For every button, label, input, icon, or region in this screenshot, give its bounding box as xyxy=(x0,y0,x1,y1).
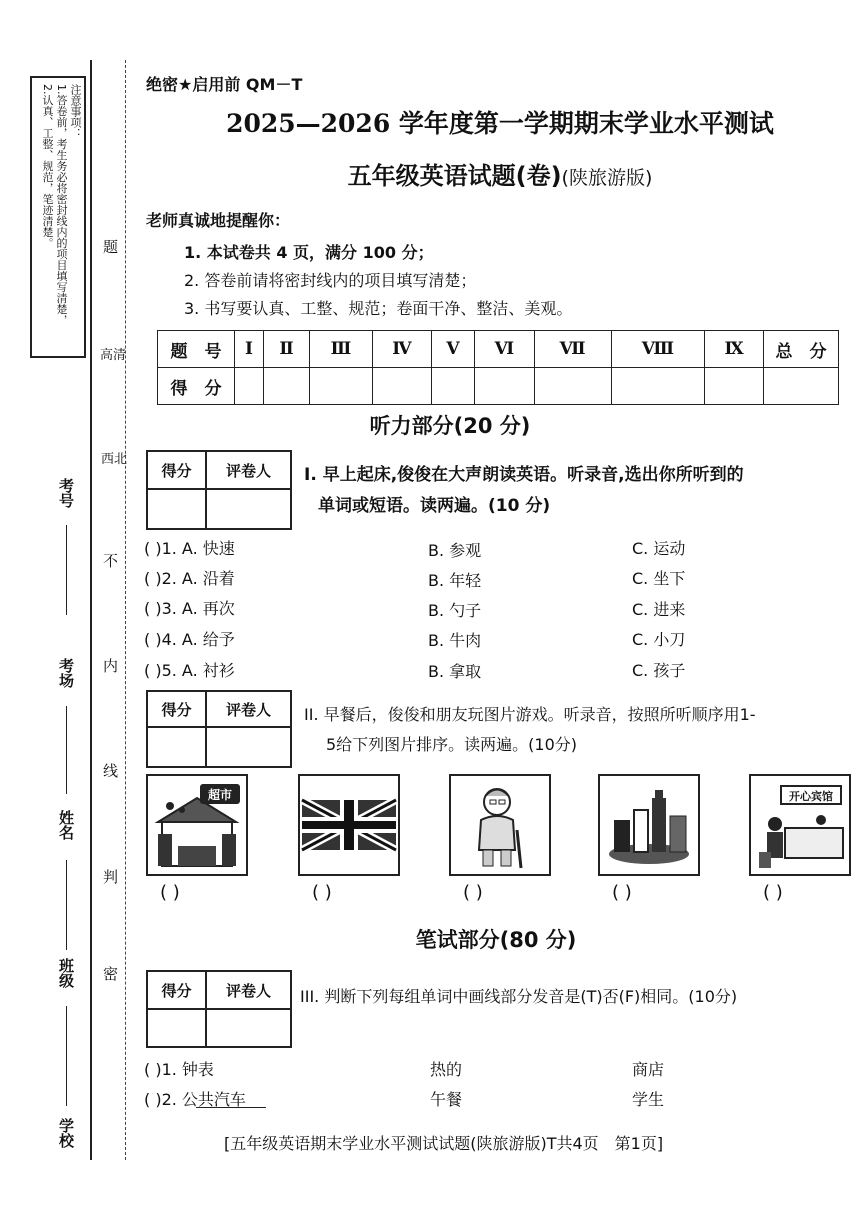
grader-label: 评卷人 xyxy=(206,691,291,727)
page-title: 2025—2026 学年度第一学期期末学业水平测试 xyxy=(226,109,774,138)
score-table-col: Ⅷ xyxy=(611,331,705,368)
question-2-line1: II. 早餐后，俊俊和朋友玩图片游戏。听录音，按照所听顺序用1- xyxy=(304,705,756,724)
q3-item-1-c: 商店 xyxy=(632,1060,665,1079)
grader-label: 评卷人 xyxy=(206,451,291,489)
answer-paren[interactable]: ( ) xyxy=(312,882,332,903)
q1-item-3-c: C. 进来 xyxy=(632,600,686,619)
score-table-col: Ⅸ xyxy=(705,331,764,368)
q1-item-5-c: C. 孩子 xyxy=(632,661,686,680)
score-table-col: Ⅳ xyxy=(372,331,431,368)
q1-item-1-a: ( )1. A. 快速 xyxy=(144,539,235,558)
score-table-score-row xyxy=(158,368,839,405)
field-line xyxy=(90,60,92,1160)
field-exam-room: 考场 xyxy=(57,658,75,688)
notice-box xyxy=(30,76,86,358)
grader-box xyxy=(146,450,292,530)
score-table-col: Ⅴ xyxy=(431,331,474,368)
page-subtitle xyxy=(240,156,760,191)
score-cell[interactable] xyxy=(474,368,534,405)
picture-uk-flag xyxy=(298,774,400,876)
q1-item-1-c: C. 运动 xyxy=(632,539,686,558)
picture-supermarket xyxy=(146,774,248,876)
score-table-col: Ⅵ xyxy=(474,331,534,368)
grader-cell[interactable] xyxy=(206,1009,291,1047)
score-cell[interactable] xyxy=(534,368,611,405)
seal-char: 内 xyxy=(103,657,119,675)
notice-line: 注意事项： xyxy=(69,84,82,139)
q1-item-5-b: B. 拿取 xyxy=(428,662,482,681)
reminder-item: 1. 本试卷共 4 页，满分 100 分； xyxy=(184,243,434,262)
score-table-head: 题 号 xyxy=(158,331,235,368)
question-1-line2: 单词或短语。读两遍。(10 分) xyxy=(318,496,551,516)
q1-item-3-b: B. 勺子 xyxy=(428,601,482,620)
grader-score-cell[interactable] xyxy=(147,727,206,767)
field-blank[interactable] xyxy=(66,706,67,794)
seal-char: 西北 xyxy=(101,452,128,467)
q3-item-2-c: 学生 xyxy=(632,1090,665,1109)
reminder-heading: 老师真诚地提醒你： xyxy=(146,211,291,230)
grader-label: 评卷人 xyxy=(206,971,291,1009)
grader-box xyxy=(146,970,292,1048)
reminder-item: 2. 答卷前请将密封线内的项目填写清楚； xyxy=(184,271,477,290)
score-cell[interactable] xyxy=(764,368,839,405)
score-cell[interactable] xyxy=(372,368,431,405)
question-2-line2: 5给下列图片排序。读两遍。(10分) xyxy=(326,735,578,754)
reminder-item: 3. 书写要认真、工整、规范；卷面干净、整洁、美观。 xyxy=(184,299,573,318)
q1-item-3-a: ( )3. A. 再次 xyxy=(144,599,235,618)
score-table-total: 总 分 xyxy=(764,331,839,368)
q3-item-1-a: ( )1. 钟表 xyxy=(144,1060,214,1079)
q1-item-2-b: B. 年轻 xyxy=(428,571,482,590)
seal-char: 高清 xyxy=(100,348,127,363)
grader-score-cell[interactable] xyxy=(147,489,206,529)
grader-score-label: 得分 xyxy=(147,971,206,1009)
q1-item-4-b: B. 牛肉 xyxy=(428,631,482,650)
q1-item-4-c: C. 小刀 xyxy=(632,630,686,649)
seal-char: 题 xyxy=(103,238,119,256)
score-table-header-row xyxy=(158,331,839,368)
underline xyxy=(196,1107,266,1108)
q3-item-2-b: 午餐 xyxy=(430,1090,463,1109)
score-table-col: Ⅰ xyxy=(235,331,264,368)
score-cell[interactable] xyxy=(264,368,310,405)
hotel-sign: 开心宾馆 xyxy=(789,790,833,803)
field-class: 班级 xyxy=(57,958,75,988)
subtitle-edition: (陕旅游版) xyxy=(561,167,653,189)
question-3: III. 判断下列每组单词中画线部分发音是(T)否(F)相同。(10分) xyxy=(300,987,738,1006)
supermarket-sign: 超市 xyxy=(207,788,233,802)
grader-score-label: 得分 xyxy=(147,451,206,489)
grader-cell[interactable] xyxy=(206,727,291,767)
field-blank[interactable] xyxy=(66,860,67,950)
seal-char: 线 xyxy=(103,762,119,780)
picture-drinks xyxy=(598,774,700,876)
subtitle-main: 五年级英语试题(卷) xyxy=(347,162,562,190)
q1-item-2-a: ( )2. A. 沿着 xyxy=(144,569,235,588)
field-exam-number: 考号 xyxy=(57,478,75,508)
seal-char: 不 xyxy=(103,552,119,570)
grader-box xyxy=(146,690,292,768)
score-table-head: 得 分 xyxy=(158,368,235,405)
q1-item-1-b: B. 参观 xyxy=(428,541,482,560)
score-cell[interactable] xyxy=(431,368,474,405)
score-table-col: Ⅲ xyxy=(310,331,373,368)
listening-title: 听力部分(20 分) xyxy=(369,414,531,438)
q1-item-5-a: ( )5. A. 衬衫 xyxy=(144,661,235,680)
q1-item-2-c: C. 坐下 xyxy=(632,569,686,588)
answer-paren[interactable]: ( ) xyxy=(160,882,180,903)
secret-label: 绝密★启用前 QM－T xyxy=(146,75,303,94)
score-cell[interactable] xyxy=(235,368,264,405)
score-table-col: Ⅱ xyxy=(264,331,310,368)
field-blank[interactable] xyxy=(66,1006,67,1106)
field-blank[interactable] xyxy=(66,525,67,615)
q3-item-1-b: 热的 xyxy=(430,1060,463,1079)
score-cell[interactable] xyxy=(310,368,373,405)
score-table-col: Ⅶ xyxy=(534,331,611,368)
seal-line xyxy=(125,60,126,1160)
grader-score-label: 得分 xyxy=(147,691,206,727)
notice-line: 2.认真、工整、规范，笔迹清楚。 xyxy=(41,84,54,249)
notice-line: 1.答卷前，考生务必将密封线内的项目填写清楚， xyxy=(55,84,68,326)
field-name: 姓名 xyxy=(57,810,75,840)
field-school: 学校 xyxy=(57,1118,75,1148)
picture-hotel xyxy=(749,774,851,876)
score-cell[interactable] xyxy=(705,368,764,405)
score-cell[interactable] xyxy=(611,368,705,405)
seal-char: 密 xyxy=(103,965,119,983)
answer-paren[interactable]: ( ) xyxy=(463,882,483,903)
picture-old-man xyxy=(449,774,551,876)
answer-paren[interactable]: ( ) xyxy=(612,882,632,903)
q1-item-4-a: ( )4. A. 给予 xyxy=(144,630,235,649)
score-table xyxy=(157,330,839,405)
grader-cell[interactable] xyxy=(206,489,291,529)
seal-char: 判 xyxy=(103,868,119,886)
question-1-line1: Ⅰ. 早上起床,俊俊在大声朗读英语。听录音,选出你所听到的 xyxy=(304,465,744,485)
q3-item-2-a: ( )2. 公共汽车 xyxy=(144,1090,246,1109)
page-footer: [五年级英语期末学业水平测试试题(陕旅游版)T共4页 第1页] xyxy=(224,1134,664,1153)
writing-title: 笔试部分(80 分) xyxy=(415,928,577,952)
grader-score-cell[interactable] xyxy=(147,1009,206,1047)
answer-paren[interactable]: ( ) xyxy=(763,882,783,903)
